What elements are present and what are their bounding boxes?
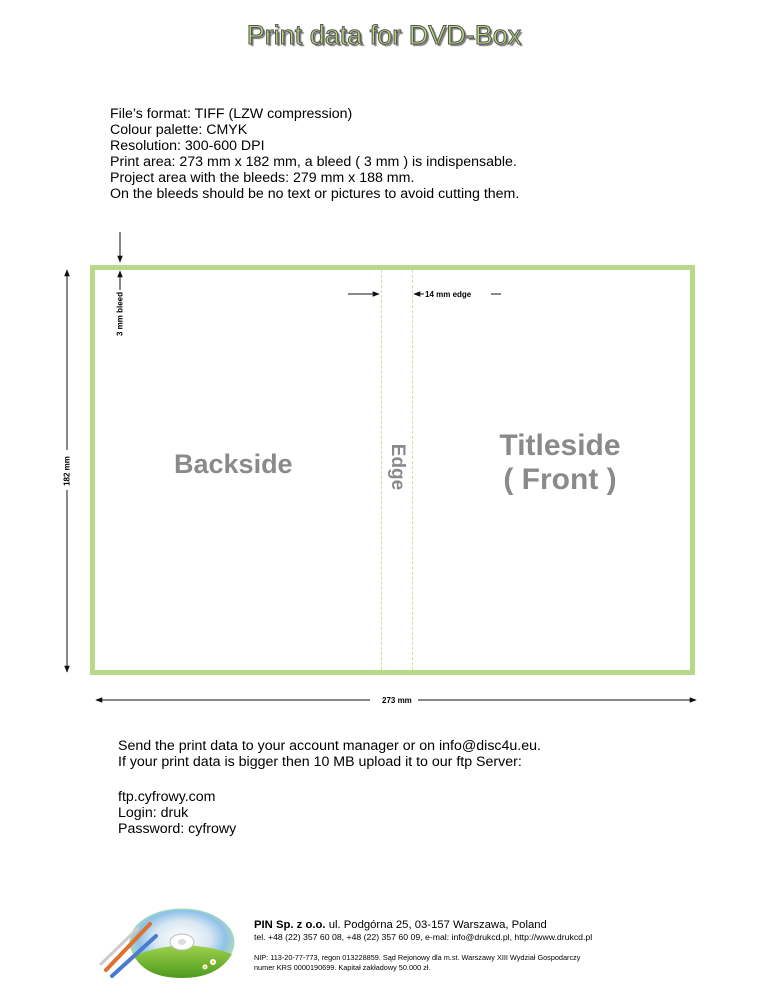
company-address: [254, 919, 592, 931]
front-label-line2: ( Front ): [503, 463, 617, 496]
ftp-login: Login: druk: [118, 805, 189, 821]
legal-line-2: numer KRS 0000190699. Kapitał zakładowy 50.000 zł.: [254, 963, 431, 972]
ftp-password: Password: cyfrowy: [118, 821, 237, 837]
ftp-note-line: If your print data is bigger then 10 MB upload it to our ftp Server:: [118, 754, 522, 770]
spec-format: File’s format: TIFF (LZW compression): [110, 106, 353, 122]
height-label: 182 mm: [62, 456, 72, 486]
spec-resolution: Resolution: 300-600 DPI: [110, 138, 265, 154]
front-label: [475, 429, 645, 497]
company-name: PIN Sp. z o.o.: [254, 919, 326, 931]
spec-bleed-note: On the bleeds should be no text or pictures to avoid cutting them.: [110, 186, 520, 202]
company-logo-disc-icon: [98, 906, 243, 986]
spec-project-area: Project area with the bleeds: 279 mm x 188 mm.: [110, 170, 415, 186]
bleed-label: 3 mm bleed: [115, 291, 125, 337]
company-contact: tel. +48 (22) 357 60 08, +48 (22) 357 60 09, e-mal: info@drukcd.pl, http://www.drukcd.pl: [254, 932, 593, 942]
edge-width-label: 14 mm edge: [425, 290, 472, 299]
ftp-host: ftp.cyfrowy.com: [118, 789, 216, 805]
backside-label: Backside: [174, 449, 293, 479]
company-footer: [254, 919, 592, 973]
front-label-line1: Titleside: [499, 429, 621, 462]
send-line: Send the print data to your account manager or on info@disc4u.eu.: [118, 738, 541, 754]
spec-print-area: Print area: 273 mm x 182 mm, a bleed ( 3 mm ) is indispensable.: [110, 154, 517, 170]
width-label: 273 mm: [382, 696, 412, 705]
send-instructions: [118, 738, 541, 770]
ftp-credentials: [118, 789, 236, 837]
page-title: Print data for DVD-Box: [246, 20, 522, 50]
legal-line-1: NIP: 113-20-77-773, regon 013228859. Sąd Rejonowy dla m.st. Warszawy XIII Wydział Gospodarczy: [254, 953, 581, 962]
spine-label: Edge: [387, 443, 408, 491]
spec-colour: Colour palette: CMYK: [110, 122, 248, 138]
company-street: ul. Podgórna 25, 03-157 Warszawa, Poland: [325, 919, 547, 931]
company-legal: [254, 953, 592, 973]
